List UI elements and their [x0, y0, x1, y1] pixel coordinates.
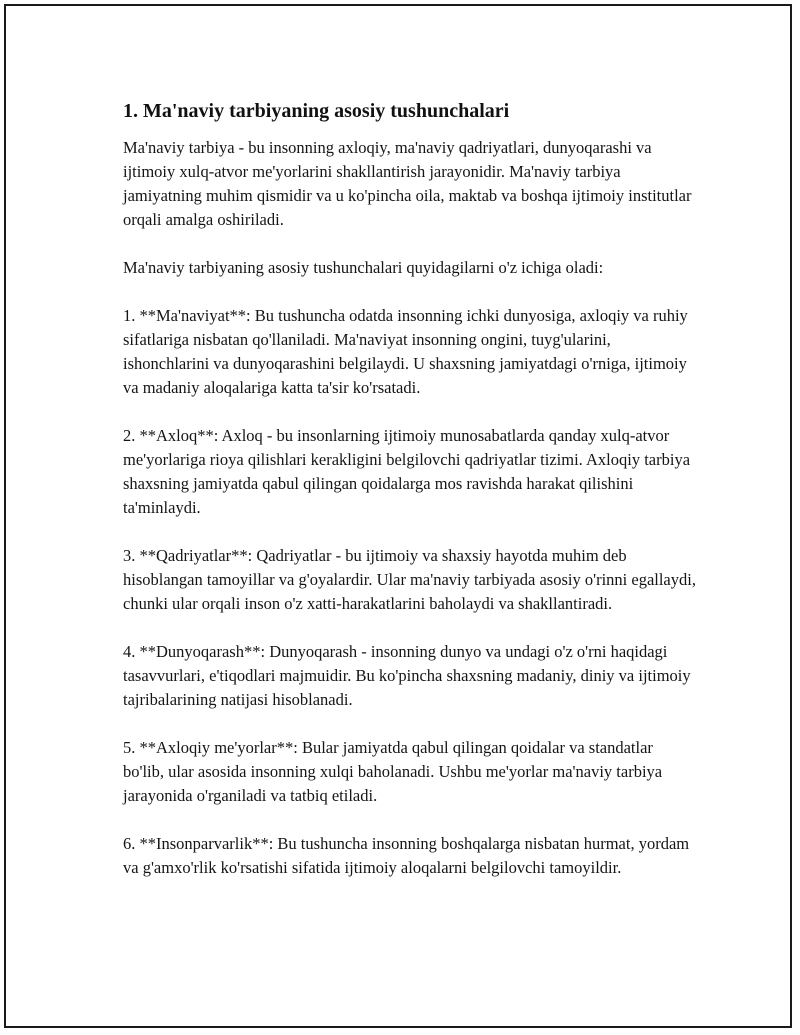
list-item-axloq: 2. **Axloq**: Axloq - bu insonlarning ijtimoiy munosabatlarda qanday xulq-atvor me'yorlariga rioya qilishlari kerakligini belgilovchi qadriyatlar tizimi. Axloqiy tarbiya shaxsning jamiyatda qabul qilingan qoidalarga mos ravishda harakat qilishini ta'minlaydi.	[123, 426, 691, 517]
list-item-qadriyatlar: 3. **Qadriyatlar**: Qadriyatlar - bu ijtimoiy va shaxsiy hayotda muhim deb hisoblangan tamoyillar va g'oyalardir. Ular ma'naviy tarbiyada asosiy o'rinni egallaydi, chunki ular orqali inson o'z xatti-harakatlarini baholaydi va shakllantiradi.	[123, 546, 696, 613]
document-title: 1. Ma'naviy tarbiyaning asosiy tushunchalari	[123, 100, 510, 122]
intro-paragraph: Ma'naviy tarbiya - bu insonning axloqiy, ma'naviy qadriyatlari, dunyoqarashi va ijtimoiy xulq-atvor me'yorlarini shakllantirish jarayonidir. Ma'naviy tarbiya jamiyatning muhim qismidir va u ko'pincha oila, maktab va boshqa ijtimoiy institutlar orqali amalga oshiriladi.	[123, 138, 692, 229]
list-item-axloqiy-meyorlar: 5. **Axloqiy me'yorlar**: Bular jamiyatda qabul qilingan qoidalar va standatlar bo'lib, ular asosida insonning xulqi baholanadi. Ushbu me'yorlar ma'naviy tarbiya jarayonida o'rganiladi va tatbiq etiladi.	[123, 738, 663, 805]
list-intro-paragraph: Ma'naviy tarbiyaning asosiy tushunchalari quyidagilarni o'z ichiga oladi:	[123, 258, 604, 277]
page-frame	[4, 4, 792, 1028]
list-item-dunyoqarash: 4. **Dunyoqarash**: Dunyoqarash - insonning dunyo va undagi o'z o'rni haqidagi tasavvurlari, e'tiqodlari majmuidir. Bu ko'pincha shaxsning madaniy, diniy va ijtimoiy tajribalarining natijasi hisoblanadi.	[123, 642, 691, 709]
document-body	[123, 98, 698, 904]
list-item-manaviyat: 1. **Ma'naviyat**: Bu tushuncha odatda insonning ichki dunyosiga, axloqiy va ruhiy sifatlariga nisbatan qo'llaniladi. Ma'naviyat insonning ongini, tuyg'ularini, ishonchlarini va dunyoqarashini belgilaydi. U shaxsning jamiyatdagi o'rniga, ijtimoiy va madaniy aloqalariga katta ta'sir ko'rsatadi.	[123, 306, 688, 397]
list-item-insonparvarlik: 6. **Insonparvarlik**: Bu tushuncha insonning boshqalarga nisbatan hurmat, yordam va g'amxo'rlik ko'rsatishi sifatida ijtimoiy aloqalarni belgilovchi tamoyildir.	[123, 834, 690, 877]
